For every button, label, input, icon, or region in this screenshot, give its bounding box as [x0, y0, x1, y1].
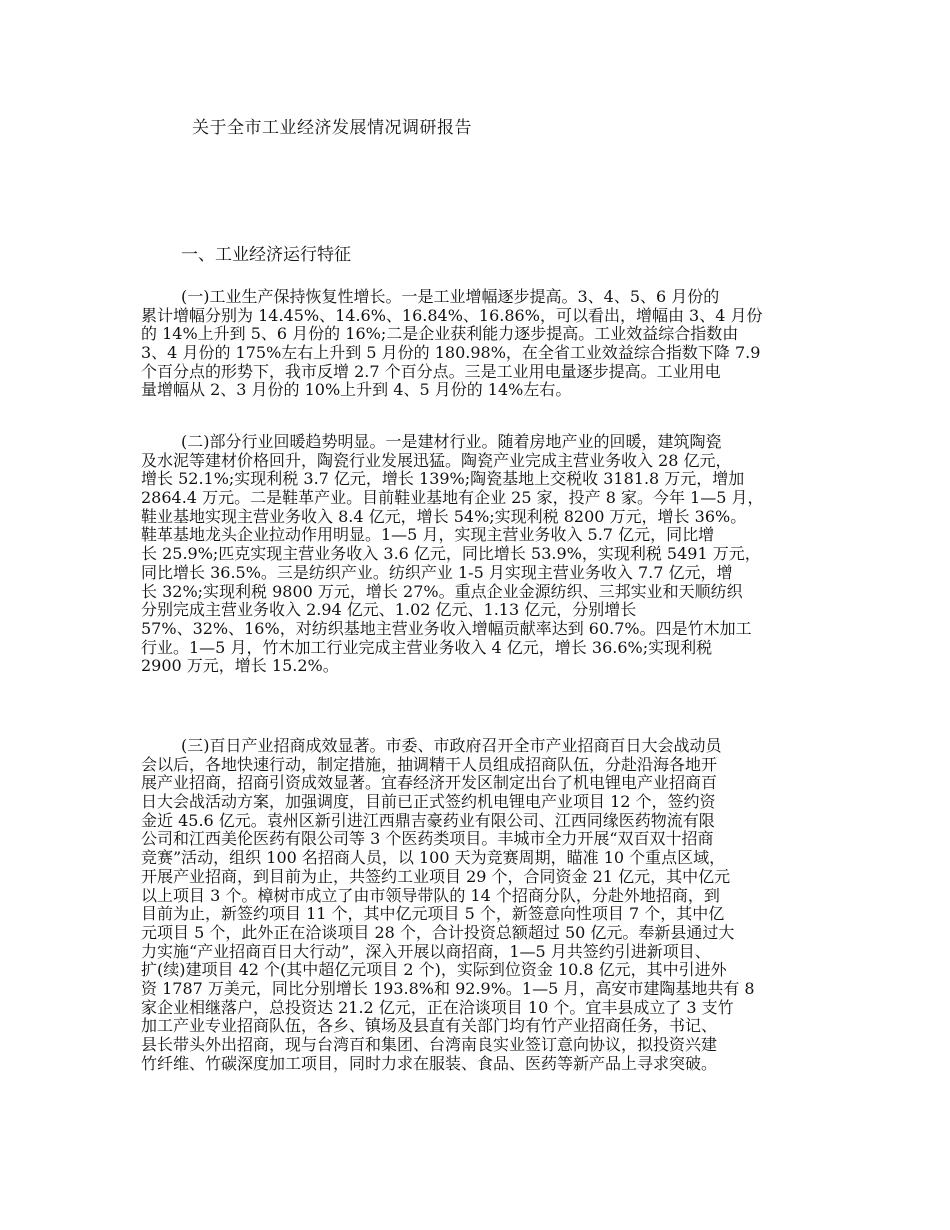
paragraph-line: 累计增幅分别为 14.45%、14.6%、16.84%、16.86%，可以看出，增幅由 3、4 月份 [141, 305, 763, 325]
paragraph-line: 2900 万元，增长 15.2%。 [141, 656, 339, 676]
paragraph-line: 鞋业基地实现主营业务收入 8.4 亿元，增长 54%;实现利税 8200 万元，增长 36%。 [141, 506, 747, 526]
paragraph-line: 竞赛”活动，组织 100 名招商人员，以 100 天为竞赛周期，瞄准 10 个重点区域， [141, 848, 726, 868]
paragraph-line: 2864.4 万元。二是鞋革产业。目前鞋业基地有企业 25 家，投产 8 家。今年 1—5 月， [141, 488, 764, 508]
paragraph-line: 元项目 5 个，此外正在洽谈项目 28 个，合计投资总额超过 50 亿元。奉新县通过大 [141, 922, 735, 942]
paragraph-line: 个百分点的形势下，我市反增 2.7 个百分点。三是工业用电量逐步提高。工业用电 [141, 361, 721, 381]
paragraph-line: 扩(续)建项目 42 个(其中超亿元项目 2 个)，实际到位资金 10.8 亿元，其中引进外 [141, 960, 727, 980]
paragraph-line: 展产业招商，招商引资成效显著。宜春经济开发区制定出台了机电锂电产业招商百 [141, 773, 718, 793]
paragraph-line: 鞋革基地龙头企业拉动作用明显。1—5 月，实现主营业务收入 5.7 亿元，同比增 [141, 525, 715, 545]
paragraph-line: 57%、32%、16%，对纺织基地主营业务收入增幅贡献率达到 60.7%。四是竹木加工 [141, 618, 752, 638]
paragraph-line: 公司和江西美伦医药有限公司等 3 个医药类项目。丰城市全力开展“双百双十招商 [141, 829, 714, 849]
paragraph-line: 力实施“产业招商百日大行动”，深入开展以商招商，1—5 月共签约引进新项目、 [141, 941, 711, 961]
paragraph-line: 日大会战活动方案，加强调度，目前已正式签约机电锂电产业项目 12 个，签约资 [141, 792, 716, 812]
paragraph-2 [141, 433, 821, 676]
paragraph-line: 目前为止，新签约项目 11 个，其中亿元项目 5 个，新签意向性项目 7 个，其中亿 [141, 904, 725, 924]
paragraph-line: 同比增长 36.5%。三是纺织产业。纺织产业 1-5 月实现主营业务收入 7.7 亿元，增 [141, 562, 733, 582]
paragraph-line: 家企业相继落户，总投资达 21.2 亿元，正在洽谈项目 10 个。宜丰县成立了 3 支竹 [141, 997, 734, 1017]
paragraph-line: 的 14%上升到 5、6 月份的 16%;二是企业获利能力逐步提高。工业效益综合指数由 [141, 324, 739, 344]
paragraph-line: 开展产业招商，到目前为止，共签约工业项目 29 个，合同资金 21 亿元，其中亿元 [141, 866, 731, 886]
paragraph-line: 资 1787 万美元，同比分别增长 193.8%和 92.9%。1—5 月，高安市建陶基地共有 8 [141, 978, 755, 998]
document-title: 关于全市工业经济发展情况调研报告 [192, 118, 472, 138]
paragraph-line: (二)部分行业回暖趋势明显。一是建材行业。随着房地产业的回暖，建筑陶瓷 [181, 432, 722, 451]
paragraph-line: 分别完成主营业务收入 2.94 亿元、1.02 亿元、1.13 亿元，分别增长 [141, 600, 637, 620]
paragraph-line: 长 32%;实现利税 9800 万元，增长 27%。重点企业金源纺织、三邦实业和天顺纺织 [141, 581, 743, 601]
paragraph-line: 长 25.9%;匹克实现主营业务收入 3.6 亿元，同比增长 53.9%，实现利税 5491 万元， [141, 544, 761, 564]
paragraph-line: 量增幅从 2、3 月份的 10%上升到 4、5 月份的 14%左右。 [141, 380, 572, 400]
paragraph-line: 及水泥等建材价格回升，陶瓷行业发展迅猛。陶瓷产业完成主营业务收入 28 亿元， [141, 450, 732, 470]
paragraph-line: 竹纤维、竹碳深度加工项目，同时力求在服装、食品、医药等新产品上寻求突破。 [141, 1053, 718, 1073]
section-heading: 一、工业经济运行特征 [181, 245, 351, 265]
paragraph-line: 金近 45.6 亿元。袁州区新引进江西鼎吉豪药业有限公司、江西同缘医药物流有限 [141, 810, 715, 830]
paragraph-line: 县长带头外出招商，现与台湾百和集团、台湾南良实业签订意向协议，拟投资兴建 [141, 1035, 718, 1054]
paragraph-1 [141, 288, 821, 400]
paragraph-line: 增长 52.1%;实现利税 3.7 亿元，增长 139%;陶瓷基地上交税收 3181.8 万元，增加 [141, 469, 745, 489]
paragraph-line: (一)工业生产保持恢复性增长。一是工业增幅逐步提高。3、4、5、6 月份的 [181, 287, 720, 306]
paragraph-line: 3、4 月份的 175%左右上升到 5 月份的 180.98%，在全省工业效益综合指数下降 7.9 [141, 343, 761, 363]
paragraph-line: (三)百日产业招商成效显著。市委、市政府召开全市产业招商百日大会战动员 [181, 736, 722, 755]
paragraph-line: 行业。1—5 月，竹木加工行业完成主营业务收入 4 亿元，增长 36.6%;实现利税 [141, 637, 713, 657]
paragraph-line: 会以后，各地快速行动，制定措施，抽调精干人员组成招商队伍，分赴沿海各地开 [141, 754, 718, 774]
paragraph-line: 加工产业专业招商队伍，各乡、镇场及县直有关部门均有竹产业招商任务，书记、 [141, 1016, 718, 1036]
paragraph-3 [141, 737, 821, 1073]
paragraph-line: 以上项目 3 个。樟树市成立了由市领导带队的 14 个招商分队，分赴外地招商，到 [141, 885, 720, 905]
